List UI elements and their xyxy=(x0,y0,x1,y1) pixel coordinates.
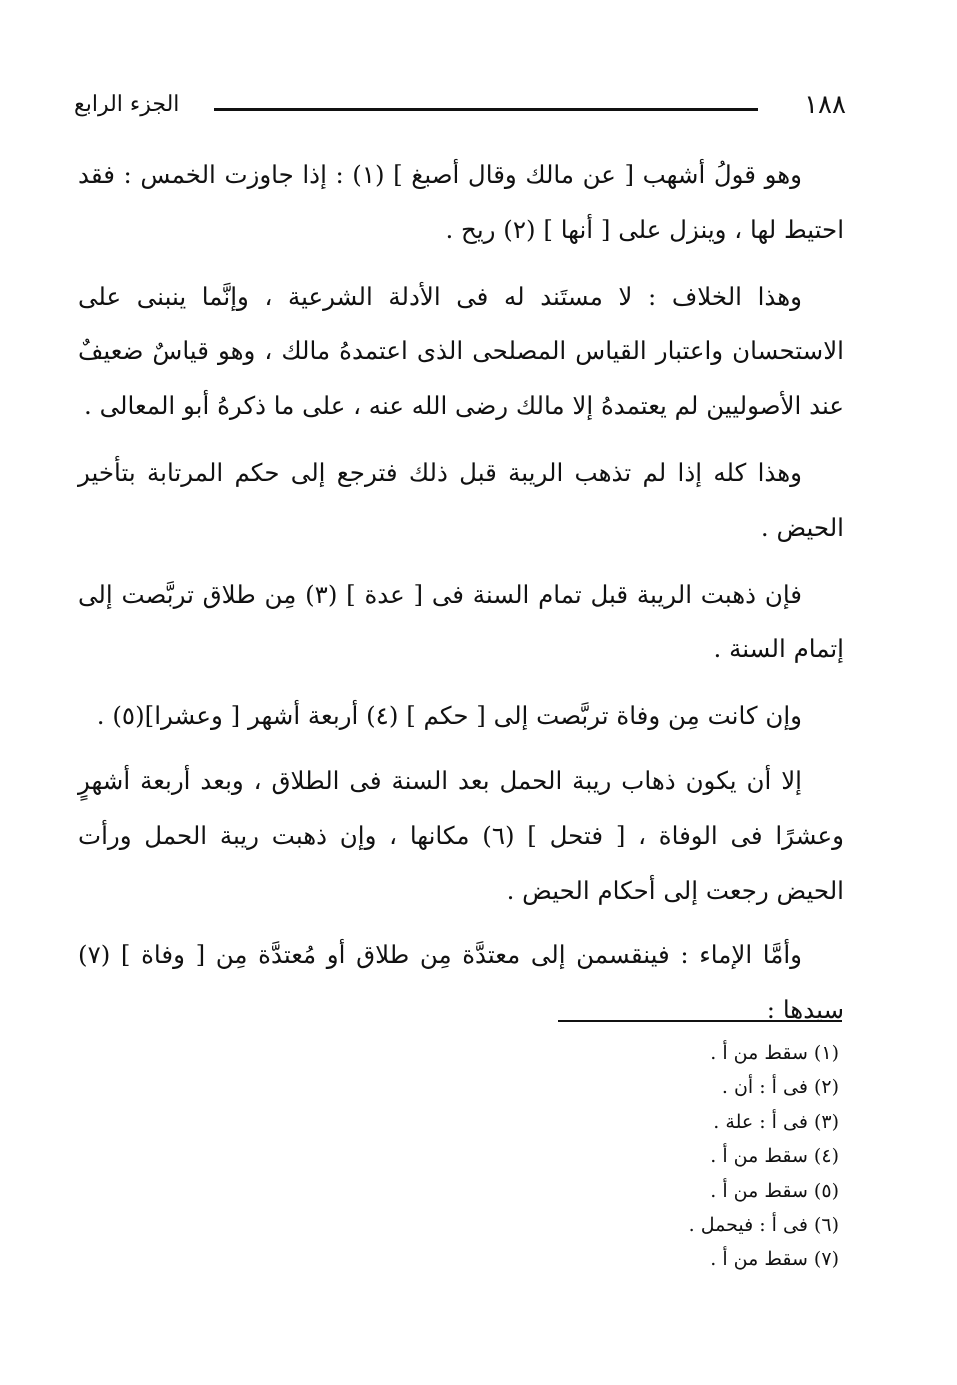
paragraph: وهو قولُ أشهب [ عن مالك وقال أصبغ ] (١) : إذا جاوزت الخمس : فقد احتيط لها ، وينزل على [ أنها ] (٢) ريح . xyxy=(78,160,844,244)
footnote: (٢) فى أ : أن . xyxy=(721,1076,839,1099)
footnote: (٧) سقط من أ . xyxy=(710,1248,839,1271)
part-title: الجزء الرابع xyxy=(74,92,180,117)
running-header xyxy=(74,90,846,130)
footnote: (٦) فى أ : فيحمل . xyxy=(688,1214,839,1237)
footnote: (٥) سقط من أ . xyxy=(710,1179,839,1202)
footnote: (٤) سقط من أ . xyxy=(710,1145,839,1168)
page-number: ١٨٨ xyxy=(804,90,846,120)
footnote: (٣) فى أ : علة . xyxy=(713,1110,839,1133)
paragraph: فإن ذهبت الريبة قبل تمام السنة فى [ عدة ] (٣) مِن طلاق تربَّصت إلى إتمام السنة . xyxy=(78,579,844,664)
paragraph: وأمَّا الإماء : فينقسمن إلى معتدَّة مِن طلاق أو مُعتدَّة مِن [ وفاة ] (٧) سيدها : xyxy=(78,940,844,1025)
footnote: (١) سقط من أ . xyxy=(710,1042,839,1064)
paragraph: وهذا الخلاف : لا مستَند له فى الأدلة الشرعية ، وإنَّما ينبنى على الاستحسان واعتبار القياس المصلحى الذى اعتمدهُ مالك ، وهو قياسٌ ضعيفٌ عند الأصوليين لم يعتمدهُ إلا مالك رضى الله عنه ، على ما ذكرهُ أبو المعالى . xyxy=(78,281,844,421)
paragraph: وإن كانت مِن وفاة تربَّصت إلى [ حكم ] (٤) أربعة أشهر [ وعشرا](٥) . xyxy=(96,701,802,731)
footnotes xyxy=(439,1036,839,1277)
footnote-separator xyxy=(558,1020,842,1022)
header-rule xyxy=(214,108,758,111)
paragraph: وهذا كله إذا لم تذهب الريبة قبل ذلك فترجع إلى حكم المرتابة بتأخير الحيض . xyxy=(78,457,844,542)
main-text xyxy=(78,148,844,1050)
paragraph: إلا أن يكون ذهاب ريبة الحمل بعد السنة فى الطلاق ، وبعد أربعة أشهرٍ وعشرًا فى الوفاة ، [ فتحل ] (٦) مكانها ، وإن ذهبت ريبة الحمل ورأت الحيض رجعت إلى أحكام الحيض . xyxy=(78,765,844,905)
